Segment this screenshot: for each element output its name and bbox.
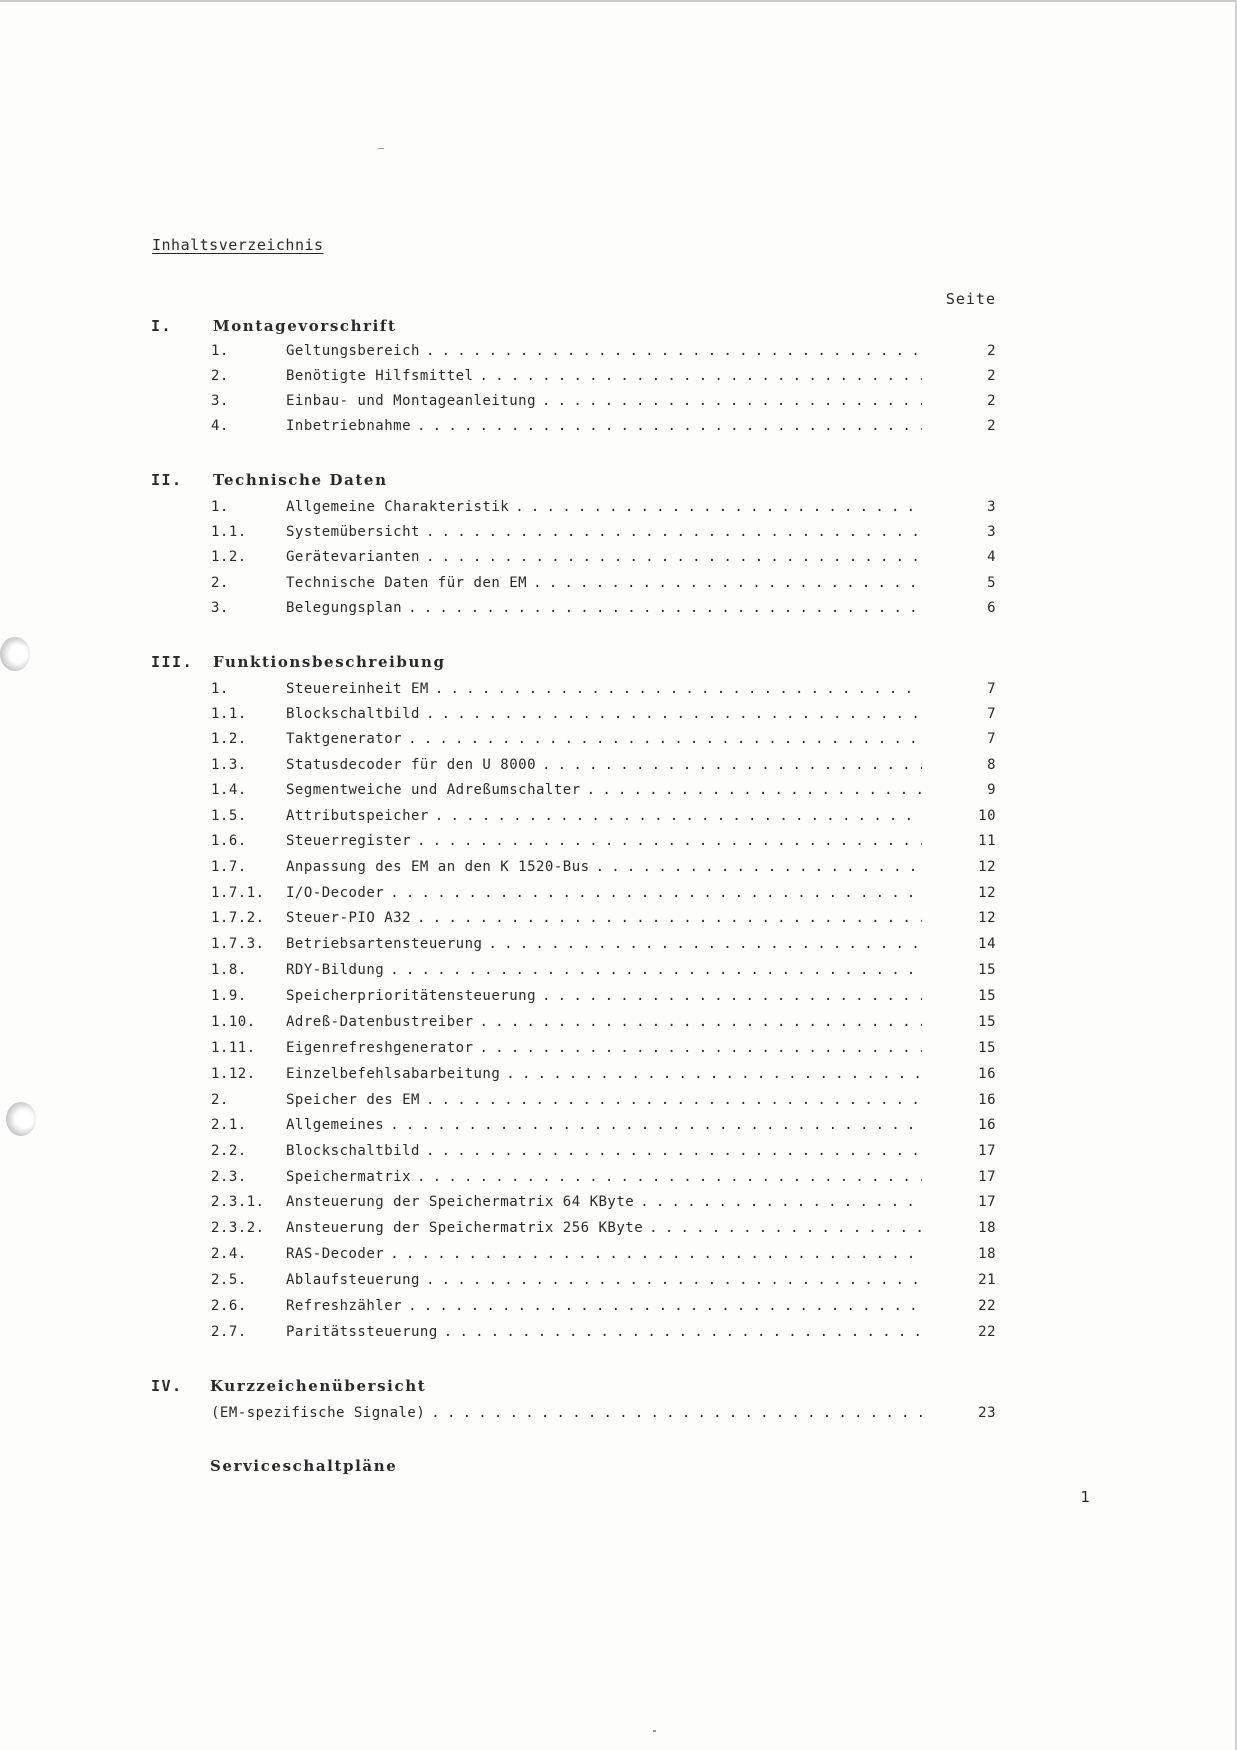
entry-label: Adreß-Datenbustreiber bbox=[286, 1010, 480, 1034]
entry-label: Einzelbefehlsabarbeitung bbox=[286, 1062, 506, 1086]
entry-label: Steuerregister bbox=[286, 829, 417, 853]
entry-label: Refreshzähler bbox=[286, 1294, 408, 1318]
entry-label: Paritätssteuerung bbox=[286, 1320, 444, 1344]
entry-number: 1.10. bbox=[211, 1014, 256, 1030]
entry-number: 1. bbox=[211, 343, 229, 359]
entry-page: 16 bbox=[978, 1066, 996, 1082]
entry-label: Segmentweiche und Adreßumschalter bbox=[286, 778, 587, 802]
entry-page: 17 bbox=[978, 1169, 996, 1185]
entry-page: 11 bbox=[978, 833, 996, 849]
trailer-title: Serviceschaltpläne bbox=[210, 1457, 398, 1475]
entry-page: 2 bbox=[987, 393, 996, 409]
entry-page: 22 bbox=[978, 1298, 996, 1314]
entry-number: 1.7.1. bbox=[211, 885, 265, 901]
entry-number: 2.2. bbox=[211, 1143, 247, 1159]
entry-label: Einbau- und Montageanleitung bbox=[286, 389, 542, 413]
entry-page: 2 bbox=[987, 343, 996, 359]
entry-page: 17 bbox=[978, 1194, 996, 1210]
section-number: II. bbox=[151, 471, 183, 489]
entry-number: 2.4. bbox=[211, 1246, 247, 1262]
entry-page: 12 bbox=[978, 859, 996, 875]
entry-number: 1.9. bbox=[211, 988, 247, 1004]
entry-number: 1. bbox=[211, 681, 229, 697]
entry-label: Gerätevarianten bbox=[286, 545, 426, 569]
scan-edge bbox=[0, 0, 1237, 2]
entry-page: 16 bbox=[978, 1117, 996, 1133]
entry-number: 2.3.2. bbox=[211, 1220, 265, 1236]
entry-label: Blockschaltbild bbox=[286, 702, 426, 726]
entry-label: Systemübersicht bbox=[286, 520, 426, 544]
entry-page: 16 bbox=[978, 1092, 996, 1108]
entry-number: 1.4. bbox=[211, 782, 247, 798]
entry-number: 1.3. bbox=[211, 757, 247, 773]
entry-number: 1.5. bbox=[211, 808, 247, 824]
entry-page: 7 bbox=[987, 706, 996, 722]
entry-page: 2 bbox=[987, 368, 996, 384]
entry-page: 12 bbox=[978, 885, 996, 901]
entry-label: Speicher des EM bbox=[286, 1088, 426, 1112]
entry-page: 12 bbox=[978, 910, 996, 926]
section-number: IV. bbox=[151, 1377, 183, 1395]
entry-number: 1.12. bbox=[211, 1066, 256, 1082]
entry-number: 2.5. bbox=[211, 1272, 247, 1288]
entry-number: 1.7.2. bbox=[211, 910, 265, 926]
entry-label: Allgemeines bbox=[286, 1113, 390, 1137]
entry-number: 2.7. bbox=[211, 1324, 247, 1340]
entry-label: Benötigte Hilfsmittel bbox=[286, 364, 480, 388]
page-column-header: Seite bbox=[945, 290, 996, 308]
entry-number: 4. bbox=[211, 418, 229, 434]
entry-number: 1.2. bbox=[211, 731, 247, 747]
entry-number: 2.6. bbox=[211, 1298, 247, 1314]
punch-hole bbox=[6, 1102, 36, 1136]
punch-hole bbox=[0, 637, 30, 671]
entry-label: I/O-Decoder bbox=[286, 881, 390, 905]
toc-heading: Inhaltsverzeichnis bbox=[152, 236, 324, 254]
section-number: I. bbox=[151, 317, 173, 335]
entry-page: 23 bbox=[978, 1405, 996, 1421]
entry-label: RDY-Bildung bbox=[286, 958, 390, 982]
entry-page: 8 bbox=[987, 757, 996, 773]
entry-page: 15 bbox=[978, 1014, 996, 1030]
entry-page: 6 bbox=[987, 600, 996, 616]
entry-label: Technische Daten für den EM bbox=[286, 571, 533, 595]
entry-page: 4 bbox=[987, 549, 996, 565]
entry-label: Ansteuerung der Speichermatrix 256 KByte bbox=[286, 1216, 649, 1240]
entry-label: Speicherprioritätensteuerung bbox=[286, 984, 542, 1008]
entry-label: Taktgenerator bbox=[286, 727, 408, 751]
entry-number: 1.7.3. bbox=[211, 936, 265, 952]
entry-number: 1. bbox=[211, 499, 229, 515]
entry-page: 7 bbox=[987, 731, 996, 747]
entry-page: 5 bbox=[987, 575, 996, 591]
entry-page: 22 bbox=[978, 1324, 996, 1340]
entry-page: 3 bbox=[987, 499, 996, 515]
entry-page: 15 bbox=[978, 988, 996, 1004]
entry-page: 3 bbox=[987, 524, 996, 540]
entry-number: 2. bbox=[211, 368, 229, 384]
entry-label: (EM-spezifische Signale) bbox=[211, 1401, 431, 1425]
entry-number: 1.11. bbox=[211, 1040, 256, 1056]
section-title: Montagevorschrift bbox=[213, 317, 397, 335]
entry-number: 1.6. bbox=[211, 833, 247, 849]
entry-label: Blockschaltbild bbox=[286, 1139, 426, 1163]
entry-label: Steuer-PIO A32 bbox=[286, 906, 417, 930]
entry-number: 2.3. bbox=[211, 1169, 247, 1185]
entry-number: 1.7. bbox=[211, 859, 247, 875]
entry-label: Speichermatrix bbox=[286, 1165, 417, 1189]
entry-label: Geltungsbereich bbox=[286, 339, 426, 363]
section-title: Kurzzeichenübersicht bbox=[210, 1377, 427, 1395]
entry-number: 1.2. bbox=[211, 549, 247, 565]
entry-page: 15 bbox=[978, 1040, 996, 1056]
entry-number: 1.1. bbox=[211, 706, 247, 722]
entry-number: 3. bbox=[211, 600, 229, 616]
entry-page: 10 bbox=[978, 808, 996, 824]
entry-label: Ansteuerung der Speichermatrix 64 KByte bbox=[286, 1190, 640, 1214]
section-title: Funktionsbeschreibung bbox=[213, 653, 446, 671]
entry-number: 2. bbox=[211, 575, 229, 591]
entry-number: 3. bbox=[211, 393, 229, 409]
page-number: 1 bbox=[1080, 1488, 1090, 1506]
entry-page: 2 bbox=[987, 418, 996, 434]
entry-label: Eigenrefreshgenerator bbox=[286, 1036, 480, 1060]
entry-label: Anpassung des EM an den K 1520-Bus bbox=[286, 855, 596, 879]
scan-speck bbox=[378, 148, 384, 149]
entry-number: 2. bbox=[211, 1092, 229, 1108]
entry-page: 21 bbox=[978, 1272, 996, 1288]
entry-page: 14 bbox=[978, 936, 996, 952]
entry-label: Ablaufsteuerung bbox=[286, 1268, 426, 1292]
entry-label: Attributspeicher bbox=[286, 804, 435, 828]
entry-page: 9 bbox=[987, 782, 996, 798]
entry-page: 18 bbox=[978, 1246, 996, 1262]
section-number: III. bbox=[151, 653, 194, 671]
entry-label: Betriebsartensteuerung bbox=[286, 932, 488, 956]
entry-page: 18 bbox=[978, 1220, 996, 1236]
entry-label: Statusdecoder für den U 8000 bbox=[286, 753, 542, 777]
scan-speck bbox=[653, 1730, 656, 1732]
entry-number: 2.3.1. bbox=[211, 1194, 265, 1210]
section-title: Technische Daten bbox=[213, 471, 388, 489]
entry-label: RAS-Decoder bbox=[286, 1242, 390, 1266]
entry-page: 17 bbox=[978, 1143, 996, 1159]
entry-page: 15 bbox=[978, 962, 996, 978]
entry-number: 1.8. bbox=[211, 962, 247, 978]
entry-label: Steuereinheit EM bbox=[286, 677, 435, 701]
entry-number: 1.1. bbox=[211, 524, 247, 540]
entry-number: 2.1. bbox=[211, 1117, 247, 1133]
entry-label: Allgemeine Charakteristik bbox=[286, 495, 515, 519]
entry-label: Belegungsplan bbox=[286, 596, 408, 620]
entry-label: Inbetriebnahme bbox=[286, 414, 417, 438]
entry-page: 7 bbox=[987, 681, 996, 697]
